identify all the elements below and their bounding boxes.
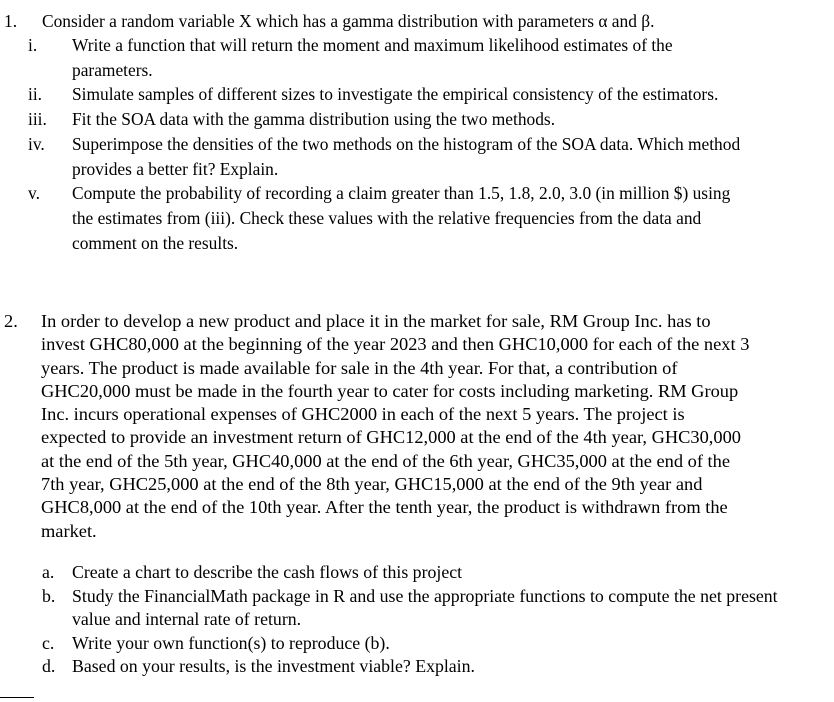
question-2-part-d <box>42 655 802 679</box>
part-label: d. <box>42 656 56 676</box>
part-text: Write a function that will return the moment and maximum likelihood estimates of the parameters. <box>72 35 673 80</box>
part-label: v. <box>28 183 40 204</box>
part-text: Create a chart to describe the cash flows of this project <box>72 562 463 582</box>
part-label: ii. <box>28 84 43 105</box>
part-label: i. <box>28 35 38 55</box>
question-1-part-v <box>4 181 824 255</box>
part-text: Compute the probability of recording a claim greater than 1.5, 1.8, 2.0, 3.0 (in million $) using the estimates from (iii). Check these values with the relative frequencies from the data and comment on the results. <box>72 183 731 253</box>
question-2-part-b <box>42 585 802 632</box>
question-1-part-iii <box>4 107 824 132</box>
footnote-separator-line <box>0 697 34 698</box>
part-label: b. <box>42 585 56 606</box>
part-label: c. <box>42 632 55 653</box>
part-text: Simulate samples of different sizes to investigate the empirical consistency of the estimators. <box>72 84 719 105</box>
part-text: Superimpose the densities of the two methods on the histogram of the SOA data. Which method provides a better fit? Explain. <box>72 133 741 179</box>
question-2-parts <box>42 561 802 679</box>
question-1-part-i <box>4 33 824 82</box>
question-1-part-iv <box>4 132 824 181</box>
part-label: a. <box>42 562 55 582</box>
question-2-part-a <box>42 561 802 585</box>
question-1-stem-row <box>4 9 824 33</box>
question-2-number: 2. <box>4 311 18 331</box>
part-label: iv. <box>28 133 45 154</box>
part-label: iii. <box>28 109 47 130</box>
part-text: Study the FinancialMath package in R and use the appropriate functions to compute the net present value and internal rate of return. <box>72 585 778 629</box>
part-text: Write your own function(s) to reproduce (b). <box>72 632 390 653</box>
question-1-part-ii <box>4 82 824 107</box>
question-1-parts <box>4 33 824 255</box>
question-1-stem: Consider a random variable X which has a gamma distribution with parameters α and β. <box>42 11 655 31</box>
question-1-number: 1. <box>4 11 18 31</box>
question-2 <box>4 310 824 543</box>
part-text: Based on your results, is the investment viable? Explain. <box>72 656 475 676</box>
question-2-text: In order to develop a new product and place it in the market for sale, RM Group Inc. has to invest GHC80,000 at the beginning of the year 2023 and then GHC10,000 for each of the next 3 years. The product is made available for sale in the 4th year. For that, a contribution of GHC20,000 must be made in the fourth year to cater for costs including marketing. RM Group Inc. incurs operational expenses of GHC2000 in each of the next 5 years. The project is expected to provide an investment return of GHC12,000 at the end of the 4th year, GHC30,000 at the end of the 5th year, GHC40,000 at the end of the 6th year, GHC35,000 at the end of the 7th year, GHC25,000 at the end of the 8th year, GHC15,000 at the end of the 9th year and GHC8,000 at the end of the 10th year. After the tenth year, the product is withdrawn from the market. <box>41 311 750 541</box>
part-text: Fit the SOA data with the gamma distribution using the two methods. <box>72 109 556 130</box>
question-2-body <box>4 310 824 543</box>
question-2-part-c <box>42 632 802 656</box>
question-1 <box>4 9 824 255</box>
